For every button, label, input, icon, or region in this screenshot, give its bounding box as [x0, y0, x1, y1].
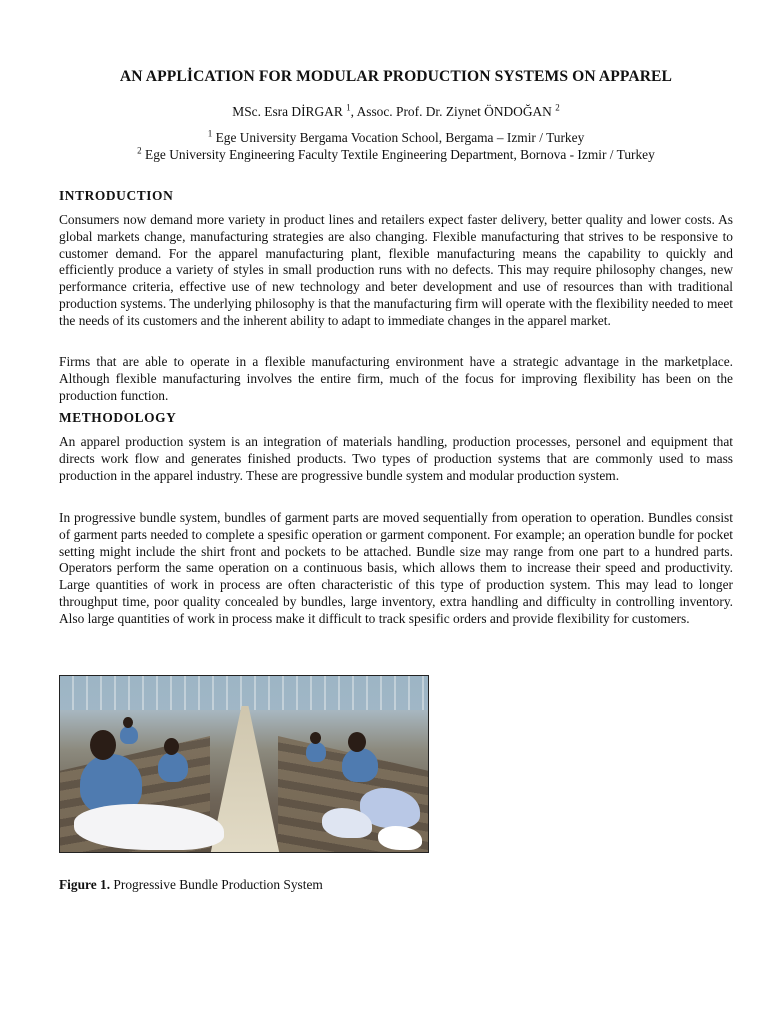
introduction-paragraph-2: Firms that are able to operate in a flexible manufacturing environment have a strategic advantage in the marketplace. Although flexible manufacturing involves the entire firm, much of the focus for improving flexibility has been on the production function. [59, 354, 733, 403]
author-2: Assoc. Prof. Dr. Ziynet ÖNDOĞAN [356, 104, 552, 119]
factory-ceiling [60, 676, 428, 710]
paper-title: AN APPLİCATION FOR MODULAR PRODUCTION SYSTEMS ON APPAREL [119, 68, 673, 85]
figure-caption-text: Progressive Bundle Production System [110, 877, 323, 892]
worker-figure [342, 748, 378, 782]
author-line [59, 104, 733, 120]
worker-head [164, 738, 179, 755]
worker-head [348, 732, 366, 752]
affiliation-2-mark: 2 [137, 145, 142, 156]
methodology-paragraph-1: An apparel production system is an integration of materials handling, production processes, personel and equipment that directs work flow and generates finished products. Two types of production systems that are commonly used to mass production in the apparel industry. These are progressive bundle system and modular production system. [59, 434, 733, 483]
author-1: MSc. Esra DİRGAR [232, 104, 343, 119]
methodology-paragraph-2: In progressive bundle system, bundles of garment parts are moved sequentially from operation to operation. Bundles consist of garment parts needed to complete a spesific operation or garment component. For example; an operation bundle for pocket setting might include the shirt front and pockets to be attached. Bundle size may range from one part to a hundred parts. Operators perform the same operation on a continuous basis, which allows them to increase their speed and productivity. Large quantities of work in process are often characteristic of this type of production system. This may lead to longer throughput time, poor quality concealed by bundles, large inventory, extra handling and difficulty in controlling inventory. Also large quantities of work in process make it difficult to track spesific orders and provide flexibility for customers. [59, 510, 733, 626]
worker-head [123, 717, 133, 728]
worker-figure [120, 726, 138, 744]
affiliation-1-mark: 1 [207, 128, 213, 139]
worker-figure [306, 742, 326, 762]
worker-figure [158, 752, 188, 782]
figure-1-caption [59, 877, 323, 893]
figure-label: Figure 1. [59, 877, 111, 892]
introduction-paragraph-1: Consumers now demand more variety in product lines and retailers expect faster delivery, better quality and lower costs. As global markets change, manufacturing strategies are also changing. Flexible manufacturing that strives to be responsive to customer demand. For the apparel manufacturing plant, flexible manufacturing means the capability to quickly and efficiently produce a variety of styles in small production runs with no defects. This may require philosophy changes, new performance criteria, effective use of new technology and beter development and use of resources than with traditional production systems. The underlying philosophy is that the manufacturing firm will operate with the flexibility needed to meet the needs of its customers and the inherent ability to adapt to immediate changes in the apparel market. [59, 212, 733, 328]
author-2-affiliation-mark: 2 [555, 102, 560, 113]
affiliation-1-text: Ege University Bergama Vocation School, Bergama – Izmir / Turkey [215, 130, 585, 145]
worker-head [310, 732, 321, 744]
introduction-heading: INTRODUCTION [59, 188, 174, 203]
methodology-heading: METHODOLOGY [59, 410, 177, 425]
affiliation-2-text: Ege University Engineering Faculty Textile Engineering Department, Bornova - Izmir / Turkey [145, 147, 655, 162]
author-1-affiliation-mark: 1 [346, 102, 351, 113]
figure-1-photo [59, 675, 429, 853]
worker-head [90, 730, 116, 760]
affiliation-2 [59, 147, 733, 163]
affiliation-1 [59, 130, 733, 146]
author-separator: , [350, 104, 357, 119]
